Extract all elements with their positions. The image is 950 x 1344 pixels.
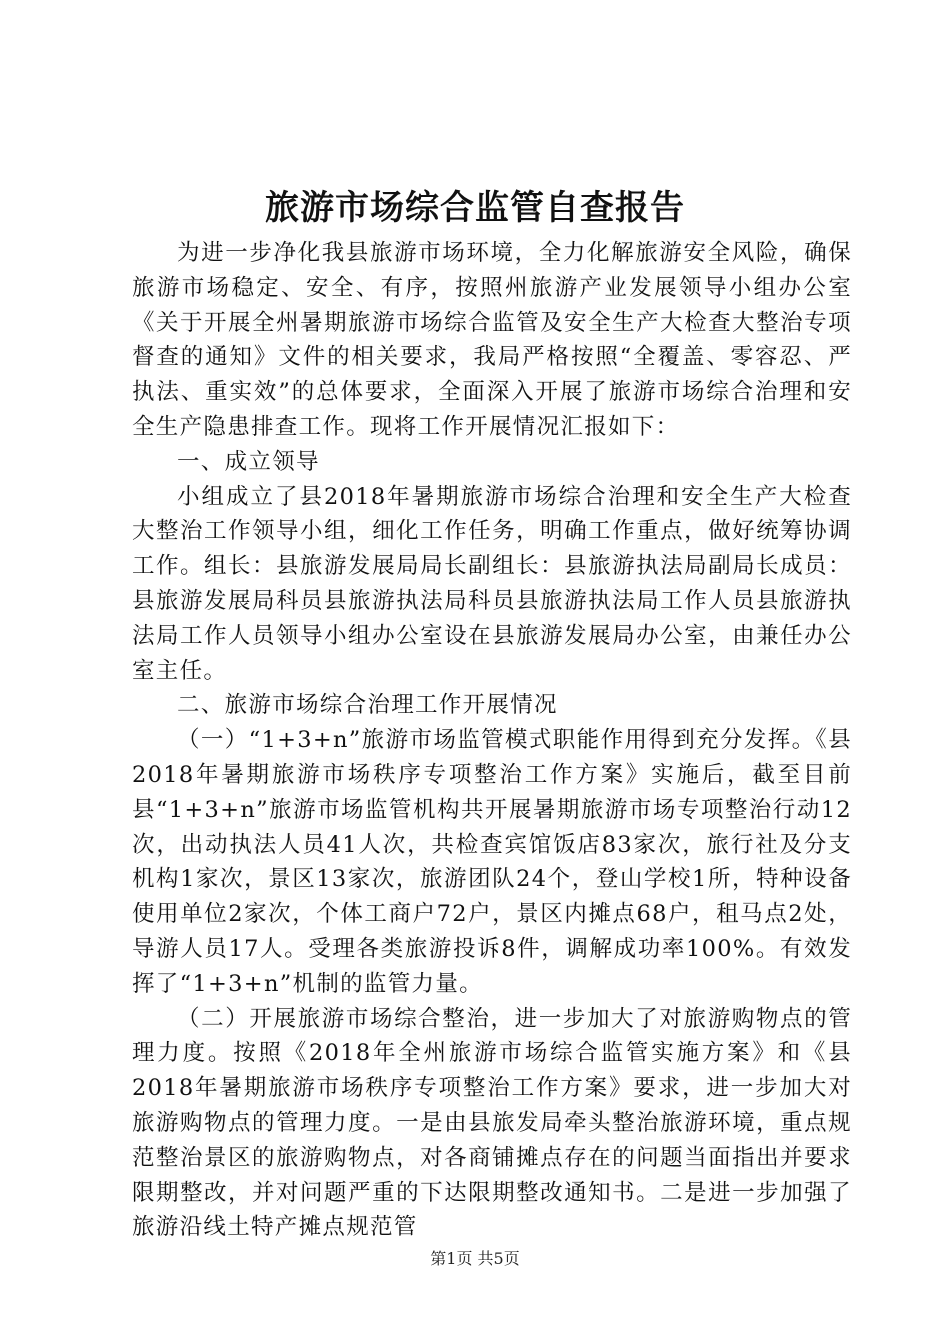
paragraph-leadership: 小组成立了县2018年暑期旅游市场综合治理和安全生产大检查大整治工作领导小组，细化工作任务，明确工作重点，做好统筹协调工作。组长：县旅游发展局局长副组长：县旅游执法局副局长成员：县旅游发展局科员县旅游执法局科员县旅游执法局工作人员县旅游执法局工作人员领导小组办公室设在县旅游发展局办公室，由兼任办公室主任。 [132,483,852,684]
document-body [132,236,852,1245]
section-heading-1: 一、成立领导 [177,448,320,475]
page-number-footer: 第1页 共5页 [430,1249,520,1268]
paragraph-item-1: （一）“1+3+n”旅游市场监管模式职能作用得到充分发挥。《县2018年暑期旅游市场秩序专项整治工作方案》实施后，截至目前县“1+3+n”旅游市场监管机构共开展暑期旅游市场专项整治行动12次，出动执法人员41人次，共检查宾馆饭店83家次，旅行社及分支机构1家次，景区13家次，旅游团队24个，登山学校1所，特种设备使用单位2家次，个体工商户72户，景区内摊点68户，租马点2处，导游人员17人。受理各类旅游投诉8件，调解成功率100%。有效发挥了“1+3+n”机制的监管力量。 [132,727,852,997]
page-title: 旅游市场综合监管自查报告 [265,188,685,228]
paragraph-item-2: （二）开展旅游市场综合整治，进一步加大了对旅游购物点的管理力度。按照《2018年全州旅游市场综合监管实施方案》和《县2018年暑期旅游市场秩序专项整治工作方案》要求，进一步加大对旅游购物点的管理力度。一是由县旅发局牵头整治旅游环境，重点规范整治景区的旅游购物点，对各商铺摊点存在的问题当面指出并要求限期整改，并对问题严重的下达限期整改通知书。二是进一步加强了旅游沿线土特产摊点规范管 [132,1005,852,1241]
section-heading-2: 二、旅游市场综合治理工作开展情况 [177,692,558,719]
paragraph-intro: 为进一步净化我县旅游市场环境，全力化解旅游安全风险，确保旅游市场稳定、安全、有序，按照州旅游产业发展领导小组办公室《关于开展全州暑期旅游市场综合监管及安全生产大检查大整治专项督查的通知》文件的相关要求，我局严格按照“全覆盖、零容忍、严执法、重实效”的总体要求，全面深入开展了旅游市场综合治理和安全生产隐患排查工作。现将工作开展情况汇报如下： [132,240,852,440]
